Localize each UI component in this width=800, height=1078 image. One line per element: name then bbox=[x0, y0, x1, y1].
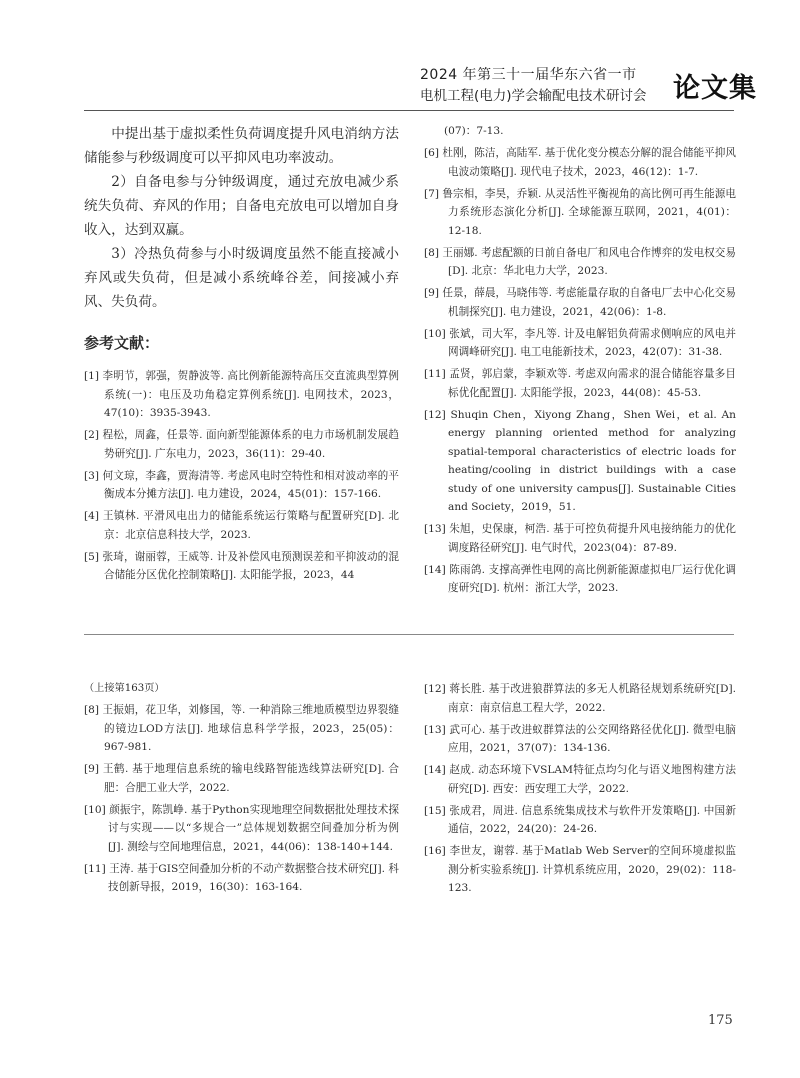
reference-item: [13] 武可心. 基于改进蚁群算法的公交网络路径优化[J]. 微型电脑应用，2021，37(07)：134-136. bbox=[424, 723, 736, 754]
upper-left-column bbox=[84, 122, 399, 588]
reference-item: [1] 李明节，郭强，贺静波等. 高比例新能源特高压交直流典型算例系统(一)：电压及功角稳定算例系统[J]. 电网技术，2023，47(10)：3935-3943. bbox=[84, 370, 399, 419]
references-heading: 参考文献： bbox=[84, 334, 160, 352]
continuation-note: （上接第163页） bbox=[84, 683, 165, 694]
header-rule bbox=[84, 110, 734, 111]
reference-item: [15] 张成君，周进. 信息系统集成技术与软件开发策略[J]. 中国新通信，2022，24(20)：24-26. bbox=[424, 804, 736, 835]
reference-item: [12] Shuqin Chen，Xiyong Zhang，Shen Wei，et al. An energy planning oriented method for analyzing spatial-temporal characteristics of electric loads for heating/cooling in district buildings with a case study of one university campus[J]. Sustainable Cities and Society，2019，51. bbox=[424, 408, 736, 513]
reference-item: [3] 何文琼，李鑫，贾海清等. 考虑风电时空特性和相对波动率的平衡成本分摊方法[J]. 电力建设，2024，45(01)：157-166. bbox=[84, 469, 399, 500]
reference-item: [8] 王丽娜. 考虑配额的日前自备电厂和风电合作博弈的发电权交易[D]. 北京：华北电力大学，2023. bbox=[424, 246, 736, 277]
reference-item: [10] 张斌，司大军，李凡等. 计及电解铝负荷需求侧响应的风电并网调峰研究[J]. 电工电能新技术，2023，42(07)：31-38. bbox=[424, 327, 736, 358]
reference-item: [14] 赵成. 动态环境下VSLAM特征点均匀化与语义地图构建方法研究[D]. 西安：西安理工大学，2022. bbox=[424, 764, 736, 795]
journal-header-title: 论文集 bbox=[673, 73, 757, 104]
reference-item: [4] 王镇林. 平滑风电出力的储能系统运行策略与配置研究[D]. 北京：北京信息科技大学，2023. bbox=[84, 510, 399, 541]
reference-item: [9] 任景，薛晨，马晓伟等. 考虑能量存取的自备电厂去中心化交易机制探究[J]. 电力建设，2021，42(06)：1-8. bbox=[424, 287, 736, 318]
reference-item: (07)：7-13. bbox=[444, 125, 504, 137]
reference-item: [13] 朱旭，史保康，柯浩. 基于可控负荷提升风电接纳能力的优化调度路径研究[J]. 电气时代，2023(04)：87-89. bbox=[424, 523, 736, 554]
reference-item: [6] 杜刚，陈洁，高陆军. 基于优化变分模态分解的混合储能平抑风电波动策略[J]. 现代电子技术，2023，46(12)：1-7. bbox=[424, 147, 736, 178]
reference-item: [11] 孟贤，郭启蒙，李颖欢等. 考虑双向需求的混合储能容量多目标优化配置[J]. 太阳能学报，2023，44(08)：45-53. bbox=[424, 368, 736, 399]
journal-header-line1: 2024 年第三十一届华东六省一市 bbox=[420, 67, 637, 83]
reference-item: [9] 王鹤. 基于地理信息系统的输电线路智能选线算法研究[D]. 合肥：合肥工业大学，2022. bbox=[84, 763, 399, 794]
lower-left-column bbox=[84, 680, 399, 900]
reference-item: [12] 蒋长胜. 基于改进狼群算法的多无人机路径规划系统研究[D]. 南京：南京信息工程大学，2022. bbox=[424, 683, 736, 714]
reference-item: [2] 程松，周鑫，任景等. 面向新型能源体系的电力市场机制发展趋势研究[J]. 广东电力，2023，36(11)：29-40. bbox=[84, 429, 399, 460]
reference-item: [16] 李世友，谢蓉. 基于Matlab Web Server的空间环境虚拟监测分析实验系统[J]. 计算机系统应用，2020，29(02)：118-123. bbox=[424, 845, 736, 894]
reference-item: [11] 王涛. 基于GIS空间叠加分析的不动产数据整合技术研究[J]. 科技创新导报，2019，16(30)：163-164. bbox=[84, 862, 399, 893]
body-paragraph: 中提出基于虚拟柔性负荷调度提升风电消纳方法储能参与秒级调度可以平抑风电功率波动。 bbox=[84, 126, 399, 166]
body-paragraph: 3）冷热负荷参与小时级调度虽然不能直接减小弃风或失负荷，但是减小系统峰谷差，间接减小弃风、失负荷。 bbox=[84, 246, 399, 310]
body-paragraph: 2）自备电参与分钟级调度，通过充放电减少系统失负荷、弃风的作用；自备电充放电可以增加自身收入，达到双赢。 bbox=[84, 174, 399, 238]
section-separator bbox=[84, 634, 734, 635]
journal-header-line2: 电机工程(电力)学会输配电技术研讨会 bbox=[420, 88, 647, 104]
page-number: 175 bbox=[708, 1013, 733, 1028]
reference-item: [10] 颜振宇，陈凯峥. 基于Python实现地理空间数据批处理技术探讨与实现——以“多规合一”总体规划数据空间叠加分析为例[J]. 测绘与空间地理信息，2021，44(06)：138-140+144. bbox=[84, 803, 399, 853]
lower-right-column bbox=[424, 680, 736, 901]
reference-item: [5] 张琦，谢丽蓉，王威等. 计及补偿风电预测误差和平抑波动的混合储能分区优化控制策略[J]. 太阳能学报，2023，44 bbox=[84, 550, 399, 581]
reference-item: [8] 王振娟，花卫华，刘修国，等. 一种消除三维地质模型边界裂缝的镜边LOD方法[J]. 地球信息科学学报，2023，25(05)：967-981. bbox=[84, 704, 399, 753]
reference-item: [14] 陈雨鸽. 支撑高弹性电网的高比例新能源虚拟电厂运行优化调度研究[D]. 杭州：浙江大学，2023. bbox=[424, 563, 736, 594]
upper-right-column bbox=[424, 122, 736, 601]
reference-item: [7] 鲁宗相，李昊，乔颖. 从灵活性平衡视角的高比例可再生能源电力系统形态演化分析[J]. 全球能源互联网，2021，4(01)：12-18. bbox=[424, 187, 736, 237]
